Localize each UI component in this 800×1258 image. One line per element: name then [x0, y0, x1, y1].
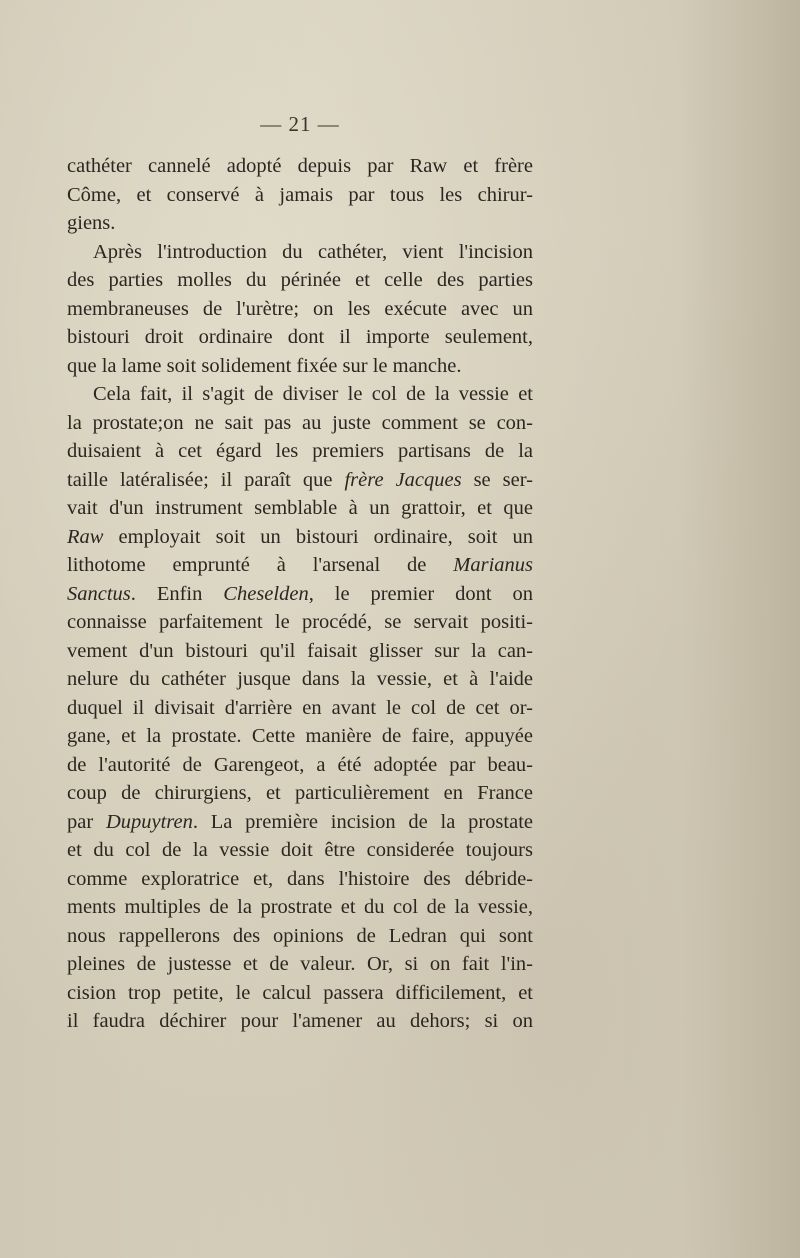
- text-line: [67, 950, 533, 979]
- text-span: ments multiples de la prostrate et du col de la vessie,: [67, 896, 533, 918]
- text-line: [67, 665, 533, 694]
- italic-text: Raw: [67, 525, 104, 548]
- text-span: connaisse parfaitement le procédé, se servait positi-: [67, 611, 533, 633]
- italic-text: frère Jacques: [344, 468, 462, 491]
- text-span: comme exploratrice et, dans l'histoire des débride-: [67, 867, 533, 890]
- text-line: [67, 523, 533, 552]
- text-span: employait soit un bistouri ordinaire, soit un: [103, 525, 533, 548]
- text-span: gane, et la prostate. Cette manière de faire, appuyée: [67, 725, 533, 747]
- page-number: — 21 —: [260, 112, 340, 136]
- text-span: , le premier dont on: [308, 582, 533, 605]
- text-line: [67, 380, 533, 409]
- text-span: des parties molles du périnée et celle des parties: [67, 269, 533, 291]
- text-line: [67, 466, 533, 495]
- text-span: vait d'un instrument semblable à un grattoir, et que: [67, 497, 533, 519]
- text-span: nous rappellerons des opinions de Ledran qui sont: [67, 924, 533, 947]
- text-span: il faudra déchirer pour l'amener au dehors; si on: [67, 1010, 533, 1032]
- text-span: cision trop petite, le calcul passera difficilement, et: [67, 981, 533, 1004]
- text-line: [67, 209, 533, 238]
- text-line: [67, 323, 533, 352]
- text-span: bistouri droit ordinaire dont il importe seulement,: [67, 326, 533, 348]
- text-span: . La première incision de la prostate: [192, 810, 533, 833]
- text-line: [67, 266, 533, 295]
- body-text: [67, 152, 533, 1036]
- text-span: pleines de justesse et de valeur. Or, si on fait l'in-: [67, 953, 533, 975]
- text-span: se ser-: [461, 468, 533, 491]
- text-line: [67, 865, 533, 894]
- text-line: [67, 494, 533, 523]
- text-line: [67, 694, 533, 723]
- text-span: coup de chirurgiens, et particulièrement en France: [67, 782, 533, 804]
- italic-text: Dupuytren: [105, 810, 193, 833]
- text-span: Après l'introduction du cathéter, vient l'incision: [93, 240, 533, 263]
- text-line: [67, 295, 533, 324]
- text-line: [67, 238, 533, 267]
- text-span: et du col de la vessie doit être considerée toujours: [67, 839, 533, 861]
- text-span: membraneuses de l'urètre; on les exécute avec un: [67, 297, 533, 320]
- text-span: par: [67, 810, 106, 833]
- text-line: [67, 352, 533, 381]
- text-line: [67, 1007, 533, 1036]
- text-line: [67, 893, 533, 922]
- text-line: [67, 836, 533, 865]
- text-span: taille latéralisée; il paraît que: [67, 468, 345, 491]
- text-span: que la lame soit solidement fixée sur le manche.: [67, 354, 462, 377]
- text-line: [67, 409, 533, 438]
- text-span: vement d'un bistouri qu'il faisait glisser sur la can-: [67, 639, 533, 662]
- italic-text: Marianus: [453, 554, 533, 576]
- text-span: . Enfin: [130, 582, 224, 605]
- text-line: [67, 551, 533, 580]
- text-span: lithotome emprunté à l'arsenal de: [67, 554, 454, 576]
- italic-text: Sanctus: [67, 582, 131, 605]
- text-span: de l'autorité de Garengeot, a été adoptée par beau-: [67, 753, 533, 776]
- text-span: nelure du cathéter jusque dans la vessie, et à l'aide: [67, 668, 533, 690]
- text-line: [67, 722, 533, 751]
- text-line: [67, 922, 533, 951]
- text-span: duquel il divisait d'arrière en avant le col de cet or-: [67, 696, 533, 719]
- text-line: [67, 437, 533, 466]
- text-line: [67, 808, 533, 837]
- text-line: [67, 608, 533, 637]
- text-span: cathéter cannelé adopté depuis par Raw et frère: [67, 155, 533, 177]
- text-line: [67, 751, 533, 780]
- text-span: la prostate;on ne sait pas au juste comment se con-: [67, 411, 533, 434]
- text-line: [67, 637, 533, 666]
- italic-text: Cheselden: [223, 582, 309, 605]
- text-line: [67, 779, 533, 808]
- text-line: [67, 181, 533, 210]
- text-span: giens.: [67, 212, 116, 234]
- text-line: [67, 580, 533, 609]
- text-span: Côme, et conservé à jamais par tous les chirur-: [67, 183, 533, 206]
- text-line: [67, 152, 533, 181]
- text-span: Cela fait, il s'agit de diviser le col de la vessie et: [93, 383, 533, 405]
- text-span: duisaient à cet égard les premiers partisans de la: [67, 440, 533, 462]
- text-line: [67, 979, 533, 1008]
